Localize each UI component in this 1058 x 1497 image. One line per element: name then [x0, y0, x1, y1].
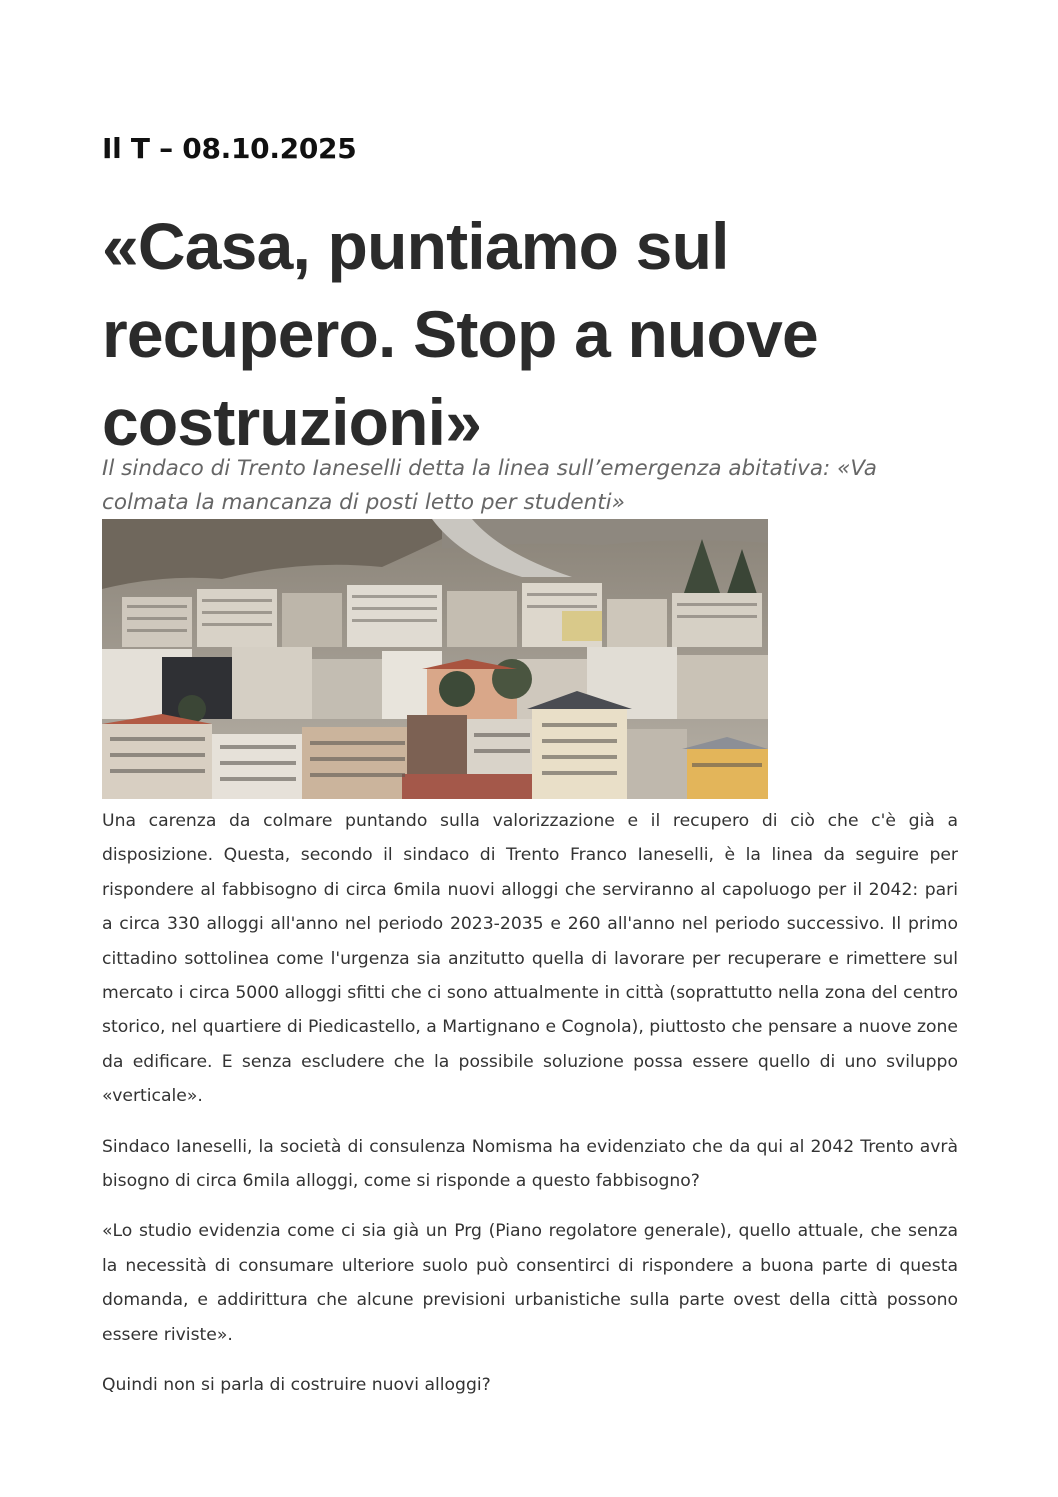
source-date-line: Il T – 08.10.2025 — [102, 132, 357, 165]
body-paragraph-4: Quindi non si parla di costruire nuovi alloggi? — [102, 1375, 491, 1396]
article-subheadline: Il sindaco di Trento Ianeselli detta la linea sull’emergenza abitativa: «Va colmata la mancanza di posti letto per studenti» — [102, 456, 877, 515]
article-body — [102, 804, 958, 1419]
body-paragraph-2: Sindaco Ianeselli, la società di consulenza Nomisma ha evidenziato che da qui al 2042 Trento avrà bisogno di circa 6mila alloggi, come si risponde a questo fabbisogno? — [102, 1136, 958, 1192]
body-paragraph-3: «Lo studio evidenzia come ci sia già un Prg (Piano regolatore generale), quello attuale, che senza la necessità di consumare ulteriore suolo può consentirci di rispondere a buona parte di questa domanda, e addirittura che alcune previsioni urbanistiche sulla parte ovest della città possono essere riviste». — [102, 1221, 958, 1345]
body-paragraph-1: Una carenza da colmare puntando sulla valorizzazione e il recupero di ciò che c'è già a disposizione. Questa, secondo il sindaco di Trento Franco Ianeselli, è la linea da seguire per rispondere al fabbisogno di circa 6mila nuovi alloggi che serviranno al capoluogo per il 2042: pari a circa 330 alloggi all'anno nel periodo 2023-2035 e 260 all'anno nel periodo successivo. Il primo cittadino sottolinea come l'urgenza sia anzitutto quella di lavorare per recuperare e rimettere sul mercato i circa 5000 alloggi sfitti che ci sono attualmente in città (soprattutto nella zona del centro storico, nel quartiere di Piedicastello, a Martignano e Cognola), piuttosto che pensare a nuove zone da edificare. E senza escludere che la possibile soluzione possa essere quello di uno sviluppo «verticale». — [102, 811, 958, 1107]
article-headline: «Casa, puntiamo sul recupero. Stop a nuove costruzioni» — [102, 209, 818, 459]
city-photo — [102, 519, 768, 799]
